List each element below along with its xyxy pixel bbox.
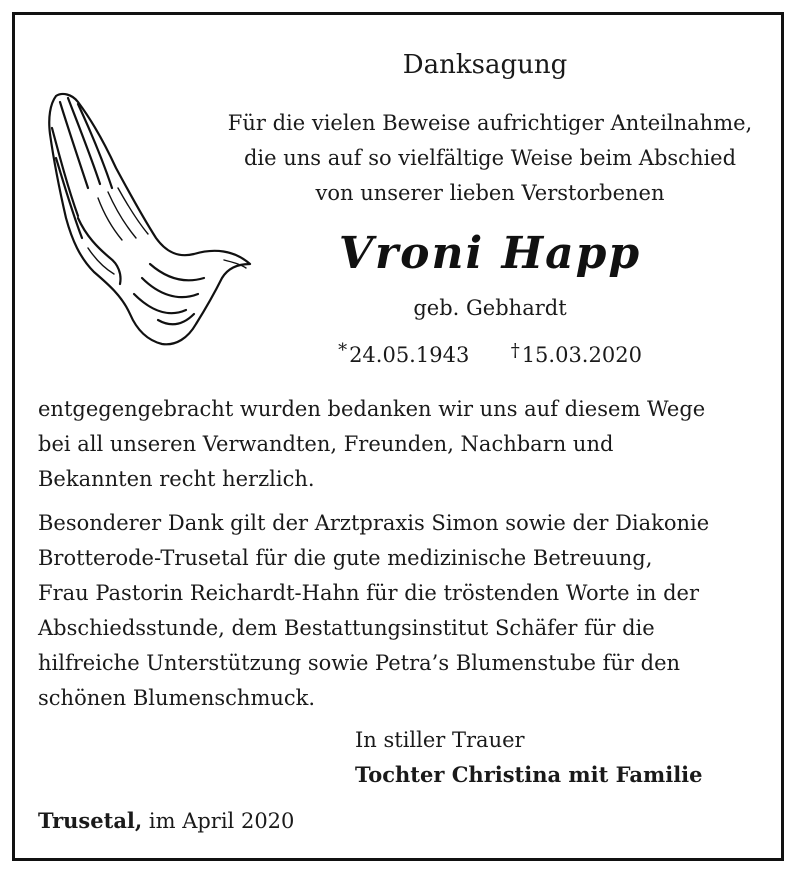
signature-family: Tochter Christina mit Familie bbox=[355, 762, 703, 787]
death-symbol: † bbox=[510, 340, 520, 361]
intro-line: die uns auf so vielfältige Weise beim Abschied bbox=[243, 146, 737, 170]
paragraph-line: Besonderer Dank gilt der Arztpraxis Simon sowie der Diakonie bbox=[38, 511, 710, 535]
place-town: Trusetal, bbox=[38, 808, 143, 833]
mourning-phrase: In stiller Trauer bbox=[355, 728, 525, 752]
intro-line: Für die vielen Beweise aufrichtiger Anteilnahme, bbox=[227, 111, 753, 135]
paragraph-line: bei all unseren Verwandten, Freunden, Nachbarn und bbox=[38, 432, 614, 456]
paragraph-line: entgegengebracht wurden bedanken wir uns auf diesem Wege bbox=[38, 397, 706, 421]
paragraph-line: Frau Pastorin Reichardt-Hahn für die tröstenden Worte in der bbox=[38, 581, 700, 605]
thanks-paragraph bbox=[38, 392, 778, 497]
birth-symbol: * bbox=[338, 340, 348, 361]
paragraph-line: Abschiedsstunde, dem Bestattungsinstitut Schäfer für die bbox=[38, 616, 655, 640]
birth-name: geb. Gebhardt bbox=[413, 296, 567, 320]
place-date bbox=[38, 808, 294, 833]
special-thanks-paragraph bbox=[38, 506, 778, 716]
place-date-text: im April 2020 bbox=[142, 809, 295, 833]
paragraph-line: Bekannten recht herzlich. bbox=[38, 467, 315, 491]
heading: Danksagung bbox=[402, 50, 568, 80]
paragraph-line: schönen Blumenschmuck. bbox=[38, 686, 316, 710]
death-date: 15.03.2020 bbox=[521, 343, 642, 367]
intro-line: von unserer lieben Verstorbenen bbox=[315, 181, 665, 205]
deceased-name: Vroni Happ bbox=[338, 228, 642, 279]
intro-text bbox=[200, 106, 780, 211]
paragraph-line: hilfreiche Unterstützung sowie Petra’s Blumenstube für den bbox=[38, 651, 681, 675]
life-dates bbox=[200, 340, 780, 367]
paragraph-line: Brotterode-Trusetal für die gute medizinische Betreuung, bbox=[38, 546, 653, 570]
birth-date: 24.05.1943 bbox=[349, 343, 470, 367]
